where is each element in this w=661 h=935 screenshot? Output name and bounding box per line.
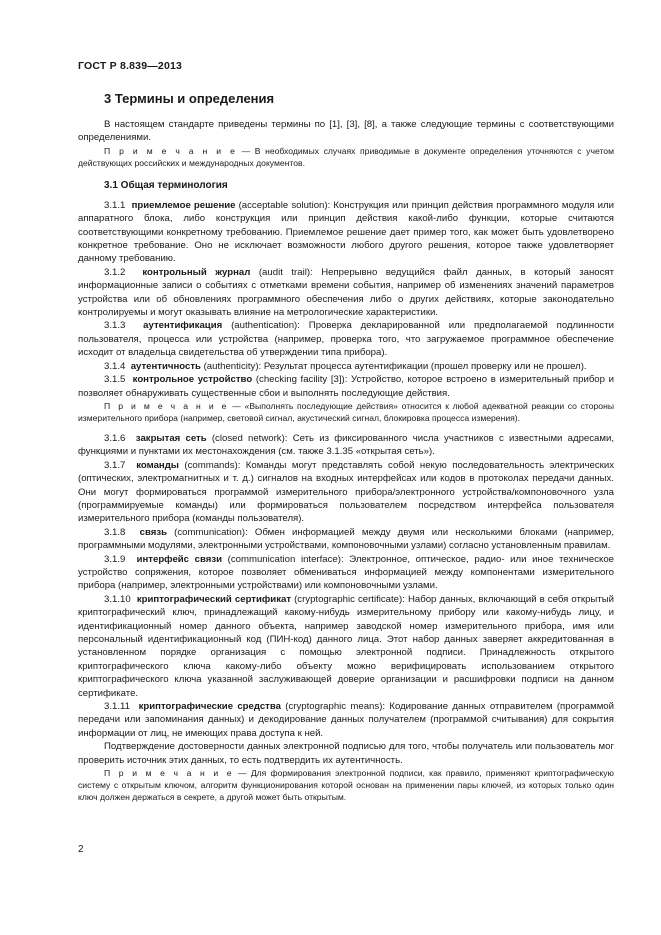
term-entry: [78, 266, 614, 320]
term-definition: (acceptable solution): Конструкция или принцип действия программного модуля или аппаратного блока, либо конструкция или принцип действия какой-либо функции, которые считаются соответствующими конкретному требованию. Приемлемое решение дает пример того, как может быть удовлетворено конкретное требование. Оно не исключает возможности любого другого решения, которое также удовлетворяет данному требованию.: [78, 199, 614, 265]
term-number: 3.1.1: [104, 199, 126, 211]
term-entry: [78, 459, 614, 526]
term-number: 3.1.9: [104, 553, 126, 565]
term-name: контрольный журнал: [142, 266, 251, 278]
term-definition: (commands): Команды могут представлять собой некую последовательность электрических (оптических, электромагнитных и т. д.) сигналов на входных интерфейсах или кодов в протоколах передачи данных. Они могут формироваться программой измерительного прибора/электронного устройства/компоновочного узла (программируемые команды) или формироваться пользователем посредством интерфейса пользователя измерительного прибора (команды пользователя).: [78, 459, 614, 525]
term-name: интерфейс связи: [136, 553, 223, 565]
term-definition: (checking facility [3]): Устройство, которое встроено в измерительный прибор и позволяет обнаруживать существенные сбои и выполнять последующие действия.: [78, 374, 614, 399]
term-entry: [78, 526, 614, 553]
term-name: закрытая сеть: [135, 432, 207, 444]
note-text: — В необходимых случаях приводимые в документе определения уточняются с учетом действующих российских и международных документов.: [78, 145, 614, 168]
term-number: 3.1.3: [104, 320, 126, 332]
term-definition: (cryptographic certificate): Набор данных, включающий в себя открытый криптографический ключ, принадлежащий какому-нибудь измерительному прибору или какому-нибудь лицу, и идентификационный номер данного объекта, например заводской номер измерительного прибора, имя или персональный идентификационный код (ПИН-код) данного лица. Этот набор данных заверяет аккредитованная в установленном порядке организация с помощью электронной подписи. Принадлежность открытого криптографического ключа какому-либо объекту можно верифицировать использованием открытого криптографического ключа указанной заслуживающей доверие организации и расшифровки подписи на данном сертификате.: [78, 593, 614, 699]
term-entry: [78, 593, 614, 700]
note-label: П р и м е ч а н и е: [104, 145, 238, 156]
subsection-title: 3.1 Общая терминология: [104, 179, 228, 191]
term-name: криптографический сертификат: [136, 593, 292, 605]
note-text: — Для формирования электронной подписи, как правило, применяют криптографическую систему с открытым ключом, алгоритм функционирования которой основан на применении пары ключей, из которых только один ключ должен держаться в секрете, а другой может быть открытым.: [78, 768, 614, 803]
term-definition: (communication interface): Электронное, оптическое, радио- или иное техническое устройство сопряжения, которое позволяет обмениваться информацией между компонентами измерительного прибора (например, электронными устройствами) или компоновочными узлами.: [78, 553, 614, 592]
term-definition: (cryptographic means): Кодирование данных отправителем (программой передачи или запоминания данных) и декодирование данных получателем (программой считывания) для сокрытия информации от лиц, не имеющих права доступа к ней.: [78, 701, 614, 739]
term-name: аутентичность: [130, 360, 201, 372]
term-note: [78, 767, 614, 803]
section-title: 3 Термины и определения: [104, 91, 275, 106]
page-number: 2: [78, 844, 84, 855]
term-name: связь: [139, 526, 168, 538]
section-note: [78, 145, 614, 169]
term-number: 3.1.5: [104, 374, 126, 386]
term-entry: [78, 432, 614, 459]
term-name: команды: [136, 459, 179, 471]
note-text: — «Выполнять последующие действия» относится к любой адекватной реакции со стороны измерительного прибора (например, световой сигнал, акустический сигнал, блокировка процесса измерения).: [78, 400, 614, 423]
term-entry: [78, 319, 614, 359]
extra-paragraph: Подтверждение достоверности данных электронной подписью для того, чтобы получатель или пользователь мог проверить источник этих данных, то есть подтвердить их аутентичность.: [78, 741, 614, 766]
term-number: 3.1.10: [104, 593, 131, 605]
note-label: П р и м е ч а н и е: [104, 768, 234, 779]
term-entry: [78, 553, 614, 593]
term-entry: [78, 700, 614, 740]
term-number: 3.1.11: [104, 701, 130, 713]
term-number: 3.1.7: [104, 459, 126, 471]
term-name: криптографические средства: [138, 701, 281, 713]
section-intro: В настоящем стандарте приведены термины по [1], [3], [8], а также следующие термины с соответствующими определениями.: [78, 119, 614, 144]
term-name: аутентификация: [143, 320, 223, 332]
term-number: 3.1.6: [104, 432, 126, 444]
term-definition: (communication): Обмен информацией между двумя или несколькими блоками (например, программными модулями, электронными устройствами, компоновочными узлами) согласно установленным правилам.: [78, 526, 614, 552]
term-entry: [78, 373, 614, 400]
term-number: 3.1.8: [104, 526, 126, 538]
term-number: 3.1.2: [104, 266, 126, 278]
term-name: приемлемое решение: [131, 199, 236, 211]
term-definition: (authentication): Проверка декларированной или предполагаемой подлинности пользователя, процесса или устройства (например, проверка того, что загружаемое программное обеспечение исходит от владельца свидетельства об утверждении типа прибора).: [78, 320, 614, 359]
term-definition: (closed network): Сеть из фиксированного числа участников с известными адресами, функциями и пунктами их местонахождения (см. также 3.1.35 «открытая сеть»).: [78, 432, 614, 458]
document-code: ГОСТ Р 8.839—2013: [78, 60, 183, 72]
note-label: П р и м е ч а н и е: [104, 400, 229, 411]
term-note: [78, 400, 614, 424]
term-definition: (authenticity): Результат процесса аутентификации (прошел проверку или не прошел).: [200, 360, 587, 372]
term-entry: [78, 360, 614, 373]
term-name: контрольное устройство: [132, 374, 253, 386]
term-definition: (audit trail): Непрерывно ведущийся файл данных, в который заносят информационные записи о событиях с отметками времени события, например об изменениях значений параметров устройства или об обновлениях программного обеспечения либо о других действиях, которые законодательно контролируемы и могут оказывать влияние на метрологические характеристики.: [78, 266, 614, 319]
term-number: 3.1.4: [104, 360, 126, 372]
term-entry: [78, 199, 614, 266]
document-content: [78, 90, 614, 803]
